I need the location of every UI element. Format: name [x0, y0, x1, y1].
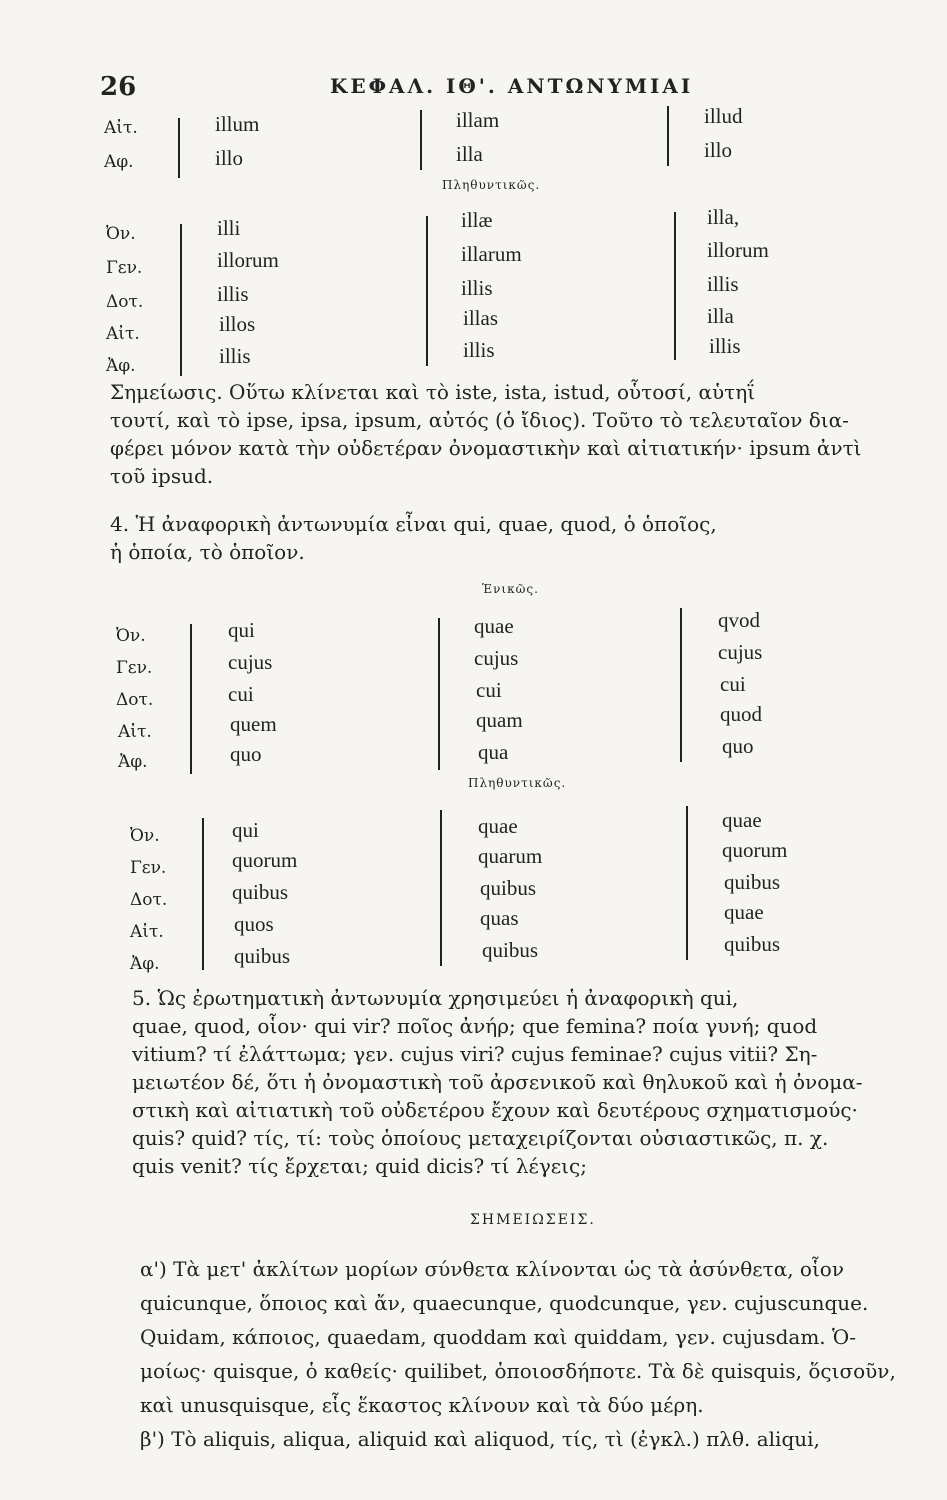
text-line: 4. Ἡ ἀναφορικὴ ἀντωνυμία εἶναι qui, quae, quod, ὁ ὁποῖος, [110, 512, 717, 536]
notes-paragraph [140, 1252, 938, 1456]
form-feminine: quarum [478, 844, 543, 868]
form-masculine: illorum [217, 248, 279, 272]
text-line: στικὴ καὶ αἰτιατικὴ τοῦ οὐδετέρου ἔχουν καὶ δευτέρους σχηματισμούς· [132, 1098, 858, 1122]
text-line: Σημείωσις. Οὕτω κλίνεται καὶ τὸ iste, ista, istud, οὗτοσί, αὑτηΐ [110, 380, 756, 404]
text-line: καὶ unusquisque, εἷς ἕκαστος κλίνουν καὶ τὰ δύο μέρη. [140, 1393, 704, 1417]
text-line: τοῦ ipsud. [110, 464, 214, 488]
form-masculine: quo [230, 742, 262, 766]
column-divider [440, 810, 442, 966]
form-masculine: quos [234, 912, 274, 936]
plural-label: Πληθυντικῶς. [442, 178, 541, 192]
text-line: β') Τὸ aliquis, aliqua, aliquid καὶ aliquod, τίς, τὶ (ἐγκλ.) πλθ. aliqui, [140, 1427, 820, 1451]
text-line: quae, quod, οἷον· qui vir? ποῖος ἀνήρ; que femina? ποία γυνή; quod [132, 1014, 818, 1038]
case-label: Αἰτ. [106, 324, 140, 344]
form-masculine: illum [215, 112, 260, 136]
text-line: quis venit? τίς ἔρχεται; quid dicis? τί λέγεις; [132, 1154, 587, 1178]
column-divider [426, 216, 428, 366]
column-divider [420, 110, 422, 170]
form-feminine: illas [463, 306, 498, 330]
text-line: φέρει μόνον κατὰ τὴν οὐδετέραν ὀνομαστικὴν καὶ αἰτιατικήν· ipsum ἀντὶ [110, 436, 862, 460]
page-number: 26 [100, 72, 137, 102]
text-line: quis? quid? τίς, τί: τοὺς ὁποίους μεταχειρίζονται οὐσιαστικῶς, π. χ. [132, 1126, 829, 1150]
form-neuter: illa, [707, 205, 740, 229]
text-line: quicunque, ὅποιος καὶ ἄν, quaecunque, quodcunque, γεν. cujuscunque. [140, 1291, 869, 1315]
form-neuter: quibus [724, 870, 781, 894]
case-label: Αφ. [104, 152, 134, 172]
case-label: Ὀν. [116, 626, 146, 646]
text-line: α') Τὰ μετ' ἀκλίτων μορίων σύνθετα κλίνονται ὡς τὰ ἀσύνθετα, οἷον [140, 1257, 845, 1281]
case-label: Ὀν. [106, 224, 136, 244]
form-neuter: illo [704, 138, 733, 162]
form-neuter: cujus [718, 640, 763, 664]
form-neuter: quae [722, 808, 762, 832]
notes-heading: ΣΗΜΕΙΩΣΕΙΣ. [470, 1212, 596, 1228]
running-title: ΚΕΦΑΛ. ΙΘ'. ΑΝΤΩΝΥΜΙΑΙ [330, 74, 694, 98]
form-masculine: illis [219, 344, 251, 368]
form-masculine: illo [215, 146, 244, 170]
form-masculine: quorum [232, 848, 298, 872]
form-feminine: illa [456, 142, 483, 166]
form-masculine: qui [228, 618, 255, 642]
form-masculine: illos [219, 312, 256, 336]
case-label: Ἀφ. [106, 356, 136, 376]
form-neuter: quorum [722, 838, 788, 862]
form-feminine: quas [480, 906, 519, 930]
form-feminine: illæ [461, 208, 493, 232]
form-neuter: cui [720, 672, 746, 696]
form-feminine: cujus [474, 646, 519, 670]
text-line: Quidam, κάποιος, quaedam, quoddam καὶ quiddam, γεν. cujusdam. Ὁ- [140, 1325, 856, 1349]
column-divider [178, 118, 180, 178]
form-neuter: quibus [724, 932, 781, 956]
text-line: μειωτέον δέ, ὅτι ἡ ὀνομαστικὴ τοῦ ἀρσενικοῦ καὶ θηλυκοῦ καὶ ἡ ὀνομα- [132, 1070, 863, 1094]
form-feminine: illarum [461, 242, 522, 266]
column-divider [686, 806, 688, 960]
form-masculine: illi [217, 216, 241, 240]
form-masculine: quem [230, 712, 277, 736]
singular-label: Ἑνικῶς. [482, 582, 539, 596]
case-label: Γεν. [130, 858, 167, 878]
form-masculine: qui [232, 818, 259, 842]
text-line: τουτί, καὶ τὸ ipse, ipsa, ipsum, αὐτός (ὁ ἴδιος). Τοῦτο τὸ τελευταῖον δια- [110, 408, 849, 432]
column-divider [202, 818, 204, 970]
form-feminine: quae [478, 814, 518, 838]
text-line: μοίως· quisque, ὁ καθείς· quilibet, ὁποιοσδήποτε. Τὰ δὲ quisquis, ὅςισοῦν, [140, 1359, 896, 1383]
column-divider [667, 106, 669, 166]
column-divider [180, 224, 182, 376]
case-label: Δοτ. [116, 690, 154, 710]
form-masculine: cujus [228, 650, 273, 674]
form-neuter: quo [722, 734, 754, 758]
case-label: Γεν. [116, 658, 153, 678]
text-line: 5. Ὡς ἐρωτηματικὴ ἀντωνυμία χρησιμεύει ἡ ἀναφορικὴ qui, [132, 986, 739, 1010]
text-line: ἡ ὁποία, τὸ ὁποῖον. [110, 540, 305, 564]
section-4-paragraph [110, 510, 938, 566]
column-divider [438, 618, 440, 770]
form-masculine: illis [217, 282, 249, 306]
form-neuter: quod [720, 702, 762, 726]
form-feminine: illis [463, 338, 495, 362]
form-neuter: illorum [707, 238, 769, 262]
form-feminine: cui [476, 678, 502, 702]
note-paragraph [110, 378, 938, 490]
case-label: Ἀφ. [118, 752, 148, 772]
form-feminine: quibus [480, 876, 537, 900]
form-feminine: qua [478, 740, 509, 764]
form-masculine: cui [228, 682, 254, 706]
text-line: vitium? τί ἐλάττωμα; γεν. cujus viri? cujus feminae? cujus vitii? Ση- [132, 1042, 818, 1066]
column-divider [674, 212, 676, 360]
column-divider [680, 608, 682, 762]
plural-label: Πληθυντικῶς. [468, 776, 567, 790]
case-label: Αἰτ. [118, 722, 152, 742]
form-masculine: quibus [234, 944, 291, 968]
form-neuter: illud [704, 104, 743, 128]
form-masculine: quibus [232, 880, 289, 904]
form-feminine: illam [456, 108, 500, 132]
form-feminine: quibus [482, 938, 539, 962]
case-label: Ἀφ. [130, 954, 160, 974]
case-label: Γεν. [106, 258, 143, 278]
form-feminine: illis [461, 276, 493, 300]
case-label: Ὀν. [130, 826, 160, 846]
case-label: Αἰτ. [130, 922, 164, 942]
case-label: Αἰτ. [104, 118, 138, 138]
form-neuter: quae [724, 900, 764, 924]
form-neuter: qvod [718, 608, 760, 632]
form-feminine: quam [476, 708, 523, 732]
form-neuter: illa [707, 304, 734, 328]
column-divider [190, 624, 192, 774]
form-neuter: illis [707, 272, 739, 296]
section-5-paragraph [132, 984, 938, 1180]
form-feminine: quae [474, 614, 514, 638]
case-label: Δοτ. [106, 292, 144, 312]
case-label: Δοτ. [130, 890, 168, 910]
form-neuter: illis [709, 334, 741, 358]
